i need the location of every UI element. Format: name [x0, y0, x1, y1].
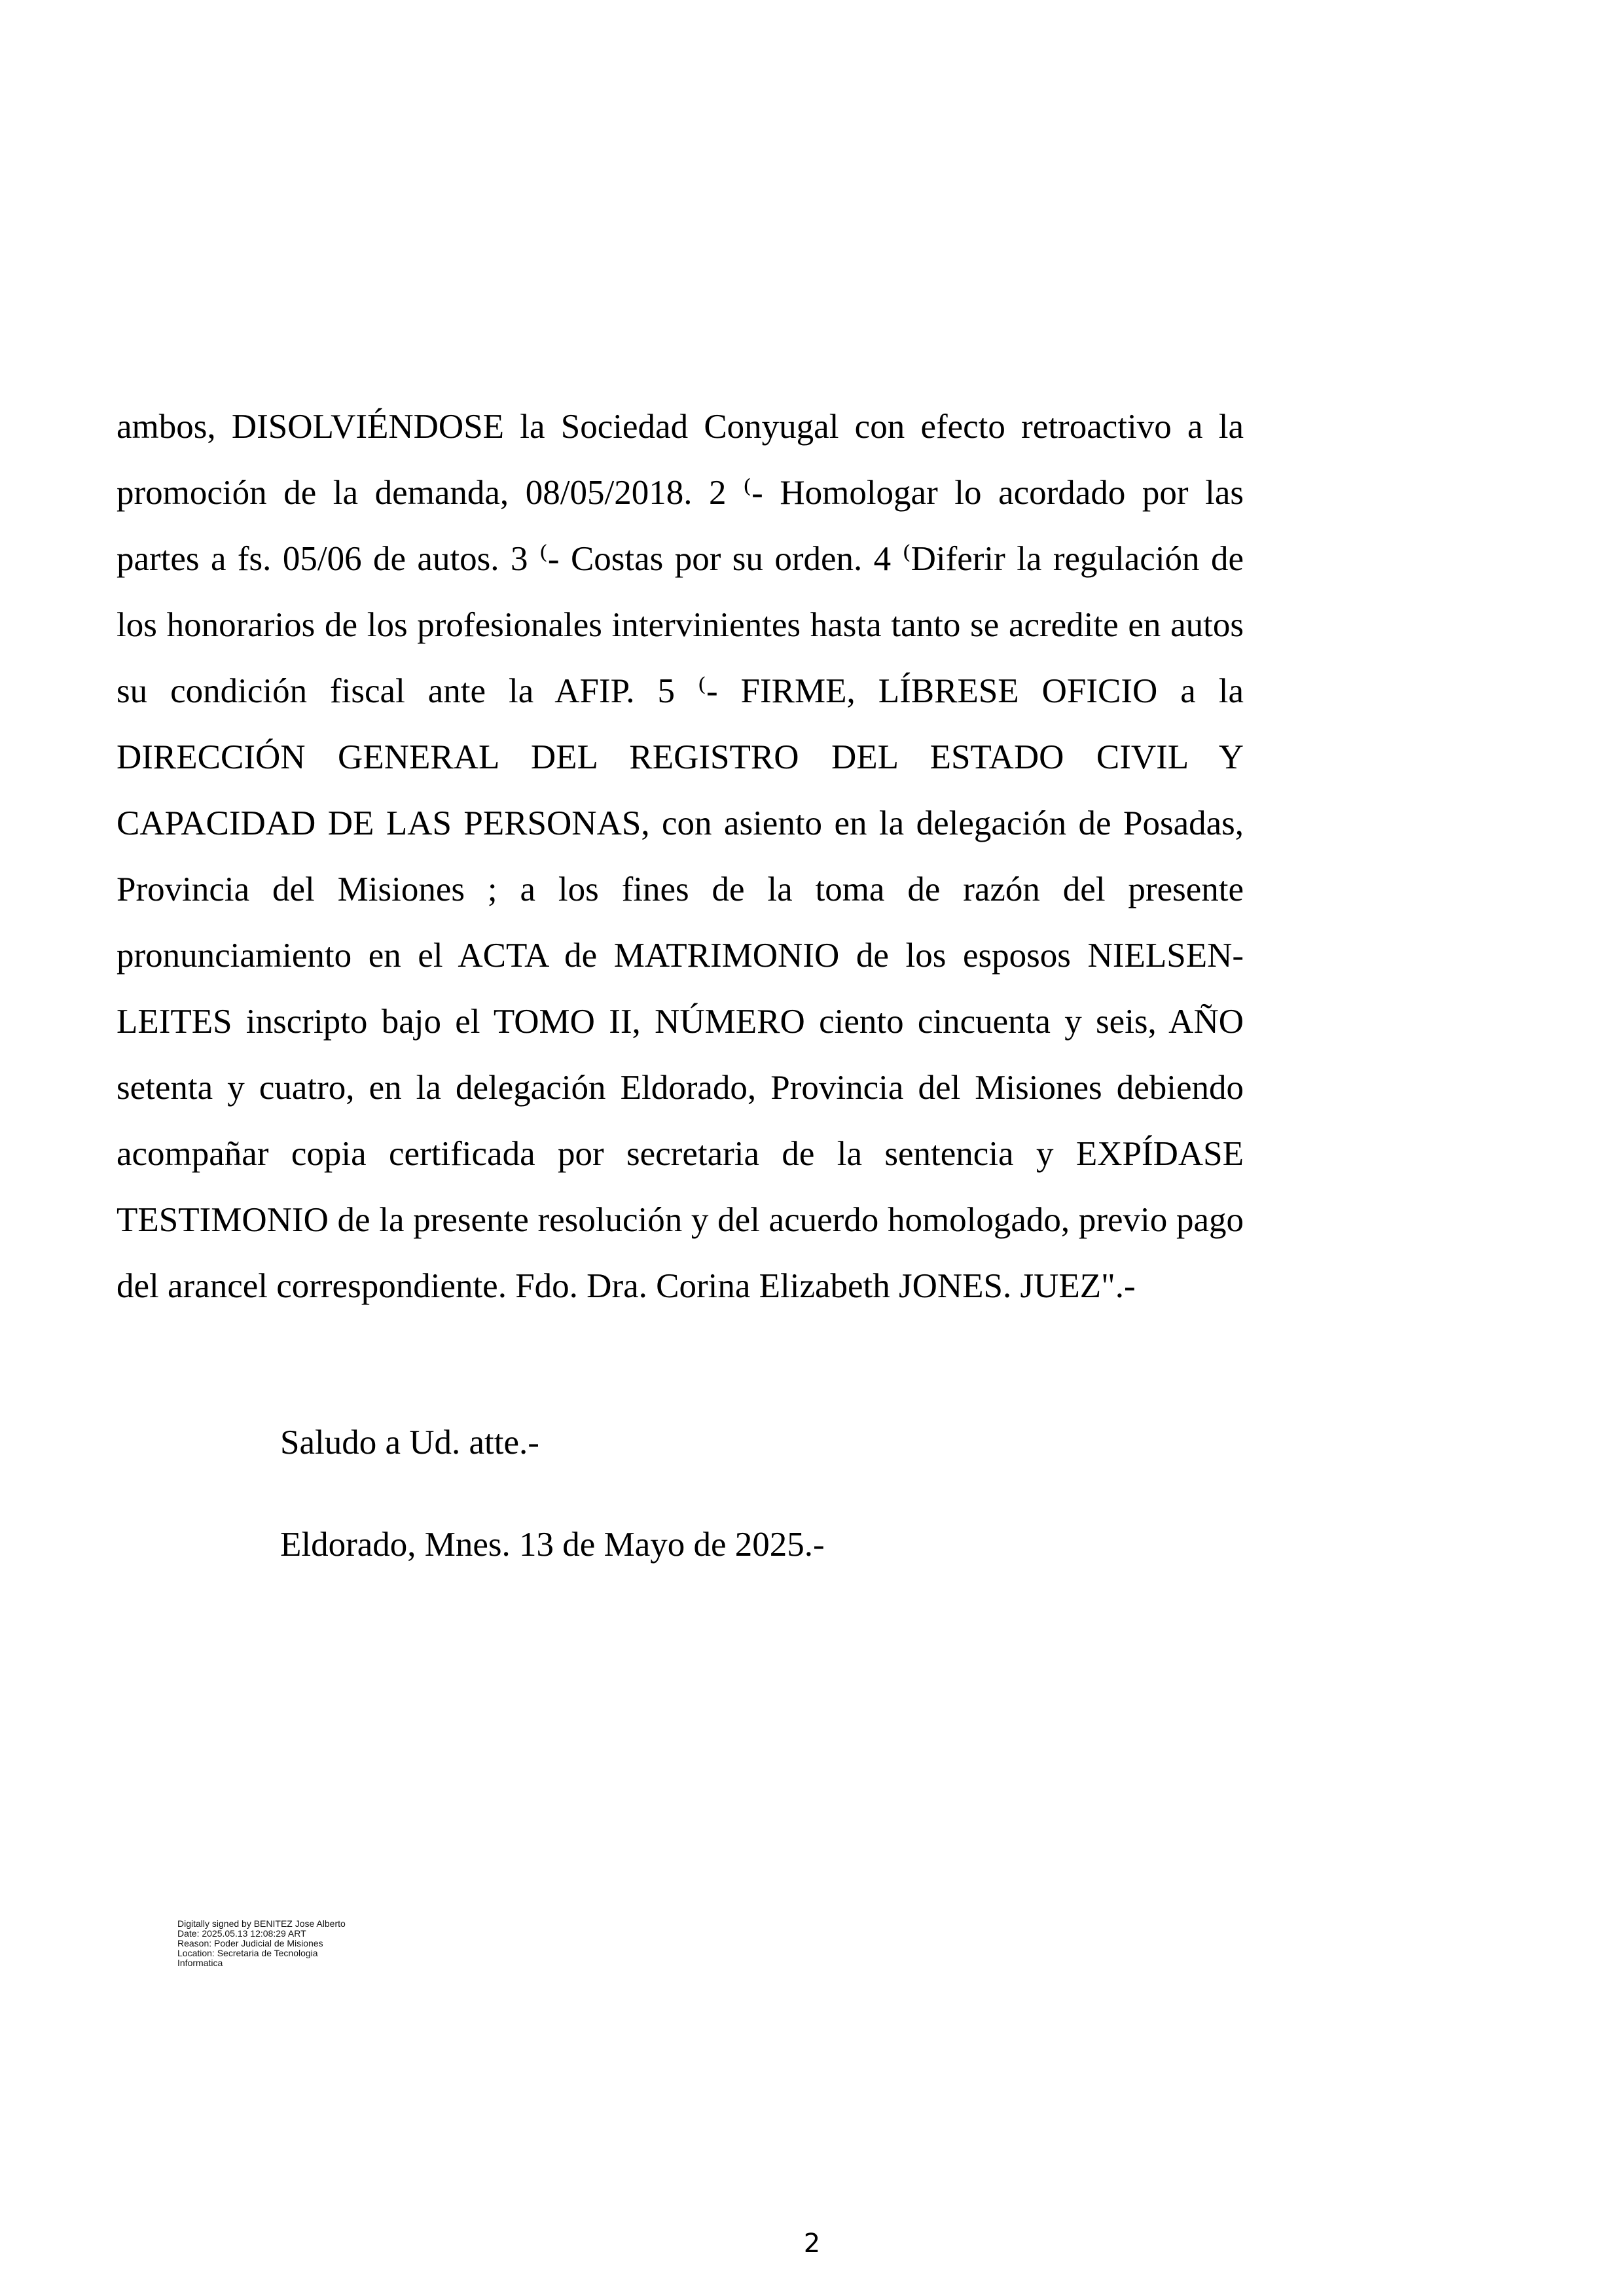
signature-line-location: Location: Secretaria de Tecnologia	[177, 1948, 318, 1958]
signature-line-reason: Reason: Poder Judicial de Misiones	[177, 1938, 323, 1948]
body-paragraph: ambos, DISOLVIÉNDOSE la Sociedad Conyugal con efecto retroactivo a la promoción de la demanda, 08/05/2018. 2 ⁽- Homologar lo acordado por las partes a fs. 05/06 de autos. 3 ⁽- Costas por su orden. 4 ⁽Diferir la regulación de los honorarios de los profesionales intervinientes hasta tanto se acredite en autos su condición fiscal ante la AFIP. 5 ⁽- FIRME, LÍBRESE OFICIO a la DIRECCIÓN GENERAL DEL REGISTRO DEL ESTADO CIVIL Y CAPACIDAD DE LAS PERSONAS, con asiento en la delegación de Posadas, Provincia del Misiones ; a los fines de la toma de razón del presente pronunciamiento en el ACTA de MATRIMONIO de los esposos NIELSEN-LEITES inscripto bajo el TOMO II, NÚMERO ciento cincuenta y seis, AÑO setenta y cuatro, en la delegación Eldorado, Provincia del Misiones debiendo acompañar copia certificada por secretaria de la sentencia y EXPÍDASE TESTIMONIO de la presente resolución y del acuerdo homologado, previo pago del arancel correspondiente. Fdo. Dra. Corina Elizabeth JONES. JUEZ".-	[117, 408, 1244, 1305]
salutation: Saludo a Ud. atte.-	[280, 1424, 539, 1462]
signature-line-location-cont: Informatica	[177, 1958, 223, 1968]
signature-line-signer: Digitally signed by BENITEZ Jose Alberto	[177, 1918, 346, 1929]
place-date: Eldorado, Mnes. 13 de Mayo de 2025.-	[280, 1526, 825, 1564]
page-number: 2	[803, 2229, 821, 2259]
signature-line-date: Date: 2025.05.13 12:08:29 ART	[177, 1928, 306, 1939]
digital-signature-block	[177, 1919, 439, 1968]
